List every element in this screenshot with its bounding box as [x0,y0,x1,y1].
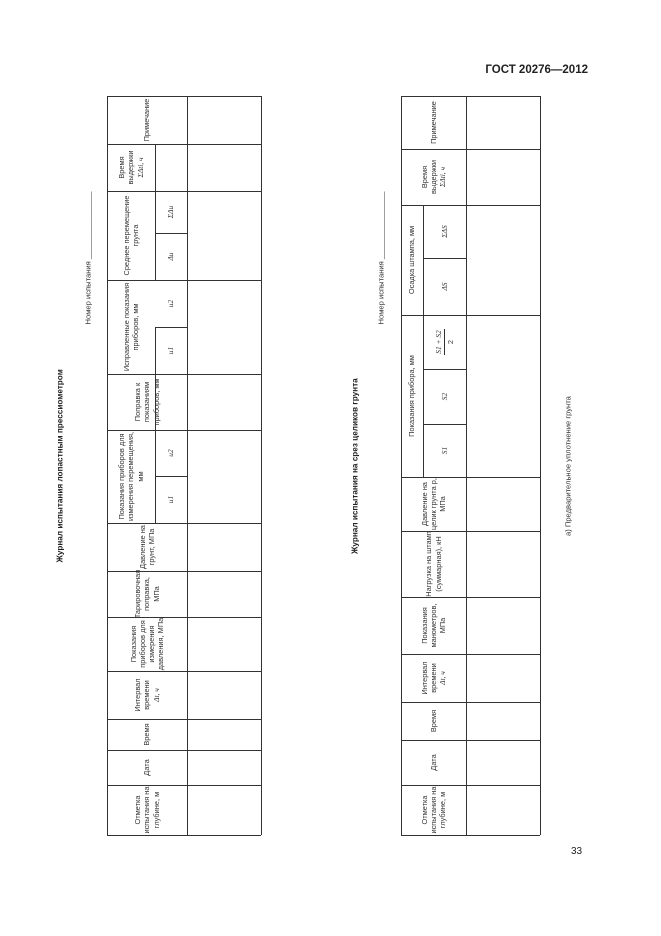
col-cu2-header [155,280,187,327]
col-hold-time-header-text: ΣΔti, ч [135,157,145,178]
table2-test-number: Номер испытания ________________ [376,191,386,325]
col-note-header-text: Примечание [142,98,152,142]
col2-device-readings-header [401,315,423,477]
col-cu1-header [155,327,187,374]
col-du-header-text: Δu [166,252,176,261]
col2-pressure-header-text: Давление на целик грунта p, МПа [419,478,448,530]
col-correction-header [107,374,187,430]
col2-s1-header-text: S1 [439,446,449,455]
page-number: 33 [571,846,583,857]
col-avg-displacement-header-text: Среднее перемещение грунта [121,195,140,276]
table-rule [540,96,541,835]
col2-manometer-header-text: Показания манометров, МПа [419,603,448,648]
table2-title: Журнал испытания на срез целиков грунта [350,378,360,554]
col2-note-header-text: Примечание [428,101,438,144]
col2-depth-header-text: Отметка испытания на глубине, м [419,786,448,834]
col-time-header [107,719,187,750]
col-interval-header-text: Δt, ч [151,688,161,702]
table-rule [107,835,261,836]
col2-sds-header [423,205,466,258]
col-correction-header-text: Поправка к показаниям приборов, мм [133,378,161,426]
col2-pressure-header [401,477,466,531]
col2-load-header [401,531,466,597]
col-calib-correction-header-text: Тарировочная поправка, МПа [133,569,161,619]
col2-date-header [401,740,466,785]
table-rule [401,835,540,836]
col-depth-header-text: Отметка испытания на глубине, м [133,786,161,834]
col2-interval-header [401,654,466,702]
col-calib-correction-header [107,571,187,617]
col2-settlement-header [401,205,423,315]
table-rule [261,96,262,835]
fraction-bar [444,329,445,355]
col-gauge-pressure-header [107,617,187,671]
col-displacement-header-text: Показания приборов для измерения перемещения, мм [117,431,145,522]
col2-time-header-text: Время [428,709,438,733]
col2-s1-header [423,424,466,477]
col2-interval-header-text: Δt, ч [438,671,448,685]
col-cu2-header-text: u2 [166,299,176,308]
table1-test-number: Номер испытания ________________ [83,191,93,325]
col-sdu-header [155,191,187,233]
table-rule [187,96,188,835]
table-rule [466,96,467,835]
col-time-header-text: Время [142,723,152,746]
col2-hold-time-header-text: Время выдержки [419,159,438,195]
col-cu1-header-text: u1 [166,346,176,355]
col2-time-header [401,702,466,740]
col-gauge-pressure-header-text: Показания приборов для измерения давления, МПа [128,617,166,671]
col2-manometer-header [401,597,466,654]
col-hold-time-header-text: Время выдержки [117,150,136,185]
col-corrected-header [107,280,155,374]
table1-title: Журнал испытания лопастным прессиометром [55,369,65,563]
fraction-denominator: 2 [446,339,455,345]
figure-caption: а) Предварительное уплотнение грунта [563,396,573,536]
col2-hold-time-header-text: ΣΔti, ч [438,166,448,188]
col2-s2-header-text: S2 [439,392,449,401]
col-interval-header-text: Интервал времени [133,678,152,712]
col2-date-header-text: Дата [428,754,438,771]
col2-note-header [401,96,466,149]
col-u2-header [155,430,187,476]
col2-device-readings-header-text: Показания прибора, мм [407,355,417,437]
col-depth-header [107,785,187,835]
col-du-header [155,233,187,280]
col-u1-header-text: u1 [166,495,176,504]
col2-sds-header-text: ΣΔS [439,225,449,238]
col2-hold-time-header [401,149,466,205]
fraction-numerator: S1 + S2 [433,330,443,354]
col2-settlement-header-text: Осадка штампа, мм [407,225,417,295]
col-u2-header-text: u2 [166,449,176,457]
col-date-header-text: Дата [142,759,152,776]
col-soil-pressure-header-text: Давление на грунт, МПа [137,525,156,569]
col-hold-time-header [107,144,155,191]
col-soil-pressure-header [107,523,187,571]
col2-ds-header-text: ΔS [439,282,449,291]
col-u1-header [155,476,187,523]
col2-s2-header [423,369,466,424]
col2-depth-header [401,785,466,835]
document-code: ГОСТ 20276—2012 [485,64,588,76]
col-displacement-header [107,430,155,523]
col2-interval-header-text: Интервал времени [419,661,438,695]
col-sdu-header-text: ΣΔu [166,205,176,219]
col2-ds-header [423,258,466,315]
col2-fraction-header [423,315,466,369]
col-avg-displacement-header [107,191,155,280]
col-corrected-header-text: Исправленные показания приборов, мм [121,282,140,372]
col-interval-header [107,671,187,719]
col2-load-header-text: Нагрузка на штамп (суммарная), кН [424,531,443,597]
col-date-header [107,750,187,785]
col-note-header [107,96,187,144]
